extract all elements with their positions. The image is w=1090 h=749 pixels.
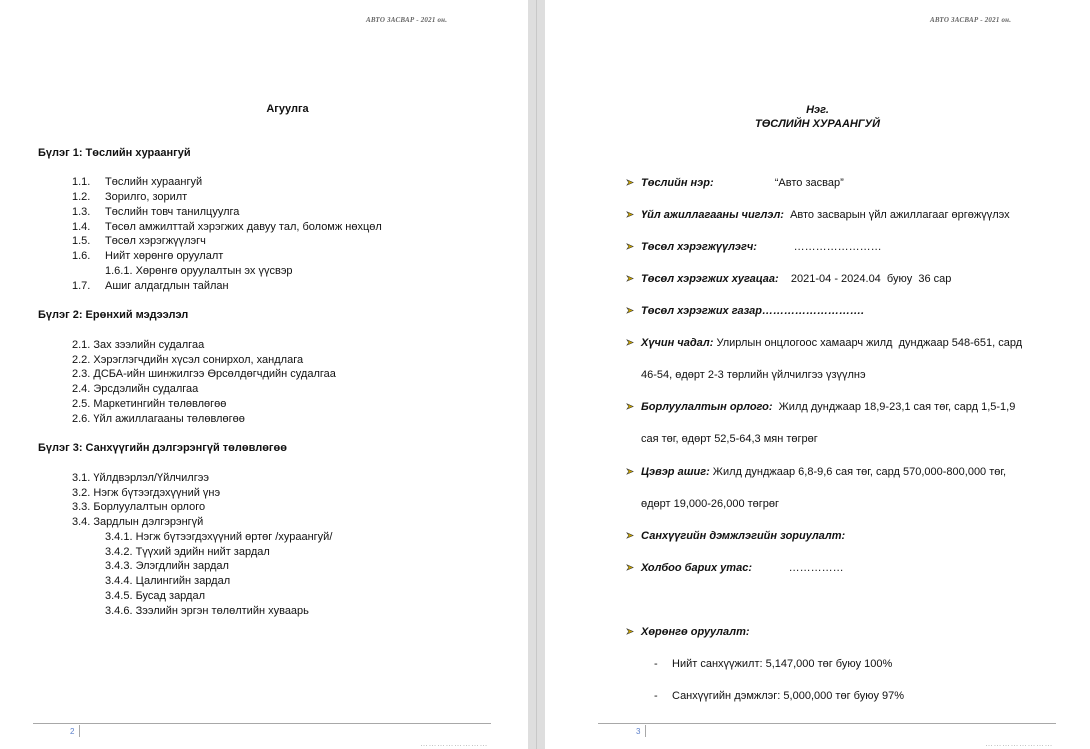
toc-subitem: 3.4.6. Зээлийн эргэн төлөлтийн хуваарь	[105, 605, 309, 617]
summary-label: Төслийн нэр:	[641, 177, 714, 189]
page-number: 2	[70, 727, 75, 736]
summary-value: Авто засварын үйл ажиллагааг өргөжүүлэх	[783, 209, 1010, 221]
bullet-arrow-icon	[626, 242, 635, 251]
summary-label: Төсөл хэрэгжих газар……………………….	[641, 305, 865, 317]
summary-label: Цэвэр ашиг:	[641, 466, 710, 478]
summary-item	[641, 241, 882, 253]
bullet-arrow-icon	[626, 210, 635, 219]
running-header: АВТО ЗАСВАР - 2021 он.	[930, 16, 1012, 24]
running-header: АВТО ЗАСВАР - 2021 он.	[366, 16, 448, 24]
bullet-arrow-icon	[626, 531, 635, 540]
summary-item-continuation	[641, 498, 779, 510]
bullet-arrow-icon	[626, 178, 635, 187]
footer-dots: ……………………	[985, 739, 1053, 748]
summary-item	[641, 626, 750, 638]
summary-item-continuation	[641, 369, 866, 381]
summary-label: Үйл ажиллагааны чиглэл:	[641, 209, 784, 221]
summary-item	[641, 177, 844, 189]
toc-item: 1.1. Төслийн хураангуй	[72, 176, 203, 188]
footer-separator	[645, 725, 646, 737]
investment-item: - Нийт санхүүжилт: 5,147,000 төг буюу 100%	[654, 658, 893, 670]
summary-value: ……………	[751, 562, 844, 574]
toc-subitem: 3.4.2. Түүхий эдийн нийт зардал	[105, 546, 270, 558]
toc-subitem: 3.4.4. Цалингийн зардал	[105, 575, 231, 587]
summary-value: өдөрт 19,000-26,000 төгрөг	[641, 498, 780, 510]
summary-item	[641, 209, 1010, 221]
summary-label: Санхүүгийн дэмжлэгийн зориулалт:	[641, 530, 846, 542]
toc-subitem: 3.4.1. Нэгж бүтээгдэхүүний өртөг /хураангуй/	[105, 531, 333, 543]
summary-label: Төсөл хэрэгжүүлэгч:	[641, 241, 757, 253]
summary-item	[641, 562, 844, 574]
summary-value: сая төг, өдөрт 52,5-64,3 мян төгрөг	[641, 433, 818, 445]
toc-item: 2.2. Хэрэглэгчдийн хүсэл сонирхол, хандлага	[72, 354, 304, 366]
toc-part-1-title: Бүлэг 1: Төслийн хураангуй	[38, 147, 191, 159]
footer-rule	[33, 723, 491, 724]
summary-label: Холбоо барих утас:	[641, 562, 752, 574]
toc-subitem: 3.4.5. Бусад зардал	[105, 590, 206, 602]
bullet-arrow-icon	[626, 467, 635, 476]
toc-item: 1.4. Төсөл амжилттай хэрэгжих давуу тал, боломж нөхцөл	[72, 221, 382, 233]
footer-dots: ……………………	[420, 739, 488, 748]
footer-separator	[79, 725, 80, 737]
summary-label: Хүчин чадал:	[641, 337, 714, 349]
toc-part-3-title: Бүлэг 3: Санхүүгийн дэлгэрэнгүй төлөвлөгөө	[38, 442, 287, 454]
toc-item: 2.4. Эрсдэлийн судалгаа	[72, 383, 199, 395]
page-gap	[528, 0, 545, 749]
summary-item	[641, 401, 1015, 413]
bullet-arrow-icon	[626, 306, 635, 315]
chapter-title: ТӨСЛИЙН ХУРААНГУЙ	[755, 118, 880, 130]
bullet-arrow-icon	[626, 563, 635, 572]
toc-item: 2.5. Маркетингийн төлөвлөгөө	[72, 398, 227, 410]
chapter-number: Нэг.	[806, 104, 829, 116]
toc-subitem: 1.6.1. Хөрөнгө оруулалтын эх үүсвэр	[105, 265, 293, 277]
investment-item: - Санхүүгийн дэмжлэг: 5,000,000 төг буюу 97%	[654, 690, 905, 702]
toc-item: 3.1. Үйлдвэрлэл/Үйлчилгээ	[72, 472, 209, 484]
document-page-right	[545, 0, 1090, 749]
bullet-arrow-icon	[626, 338, 635, 347]
document-page-left	[0, 0, 528, 749]
summary-value: 2021-04 - 2024.04 буюу 36 сар	[778, 273, 952, 285]
summary-label: Төсөл хэрэгжих хугацаа:	[641, 273, 779, 285]
toc-part-2-title: Бүлэг 2: Ерөнхий мэдээлэл	[38, 309, 189, 321]
summary-item	[641, 305, 864, 317]
summary-value: Жилд дунджаар 6,8-9,6 сая төг, сард 570,000-800,000 төг,	[709, 466, 1007, 478]
toc-item: 1.3. Төслийн товч танилцуулга	[72, 206, 240, 218]
summary-value: 46-54, өдөрт 2-3 төрлийн үйлчилгээ үзүүлнэ	[641, 369, 866, 381]
toc-item: 3.4. Зардлын дэлгэрэнгүй	[72, 516, 204, 528]
toc-item: 1.5. Төсөл хэрэгжүүлэгч	[72, 235, 206, 247]
toc-item: 1.6. Нийт хөрөнгө оруулалт	[72, 250, 224, 262]
summary-item	[641, 530, 845, 542]
bullet-arrow-icon	[626, 274, 635, 283]
toc-title: Агуулга	[266, 103, 309, 115]
summary-value: ……………………	[756, 241, 882, 253]
summary-value: Жилд дунджаар 18,9-23,1 сая төг, сард 1,5-1,9	[772, 401, 1016, 413]
summary-value: Улирлын онцлогоос хамаарч жилд дунджаар 548-651, сард	[713, 337, 1023, 349]
bullet-arrow-icon	[626, 402, 635, 411]
toc-item: 1.7. Ашиг алдагдлын тайлан	[72, 280, 229, 292]
toc-item: 3.2. Нэгж бүтээгдэхүүний үнэ	[72, 487, 221, 499]
summary-item	[641, 466, 1006, 478]
summary-label: Хөрөнгө оруулалт:	[641, 626, 750, 638]
toc-item: 2.3. ДСБА-ийн шинжилгээ Өрсөлдөгчдийн судалгаа	[72, 368, 336, 380]
summary-label: Борлуулалтын орлого:	[641, 401, 773, 413]
summary-item	[641, 273, 951, 285]
toc-item: 1.2. Зорилго, зорилт	[72, 191, 188, 203]
toc-item: 2.6. Үйл ажиллагааны төлөвлөгөө	[72, 413, 245, 425]
summary-item	[641, 337, 1022, 349]
toc-item: 2.1. Зах зээлийн судалгаа	[72, 339, 205, 351]
summary-value: “Авто засвар”	[713, 177, 844, 189]
summary-item-continuation	[641, 433, 818, 445]
toc-subitem: 3.4.3. Элэгдлийн зардал	[105, 560, 229, 572]
page-number: 3	[636, 727, 641, 736]
bullet-arrow-icon	[626, 627, 635, 636]
footer-rule	[598, 723, 1056, 724]
toc-item: 3.3. Борлуулалтын орлого	[72, 501, 206, 513]
